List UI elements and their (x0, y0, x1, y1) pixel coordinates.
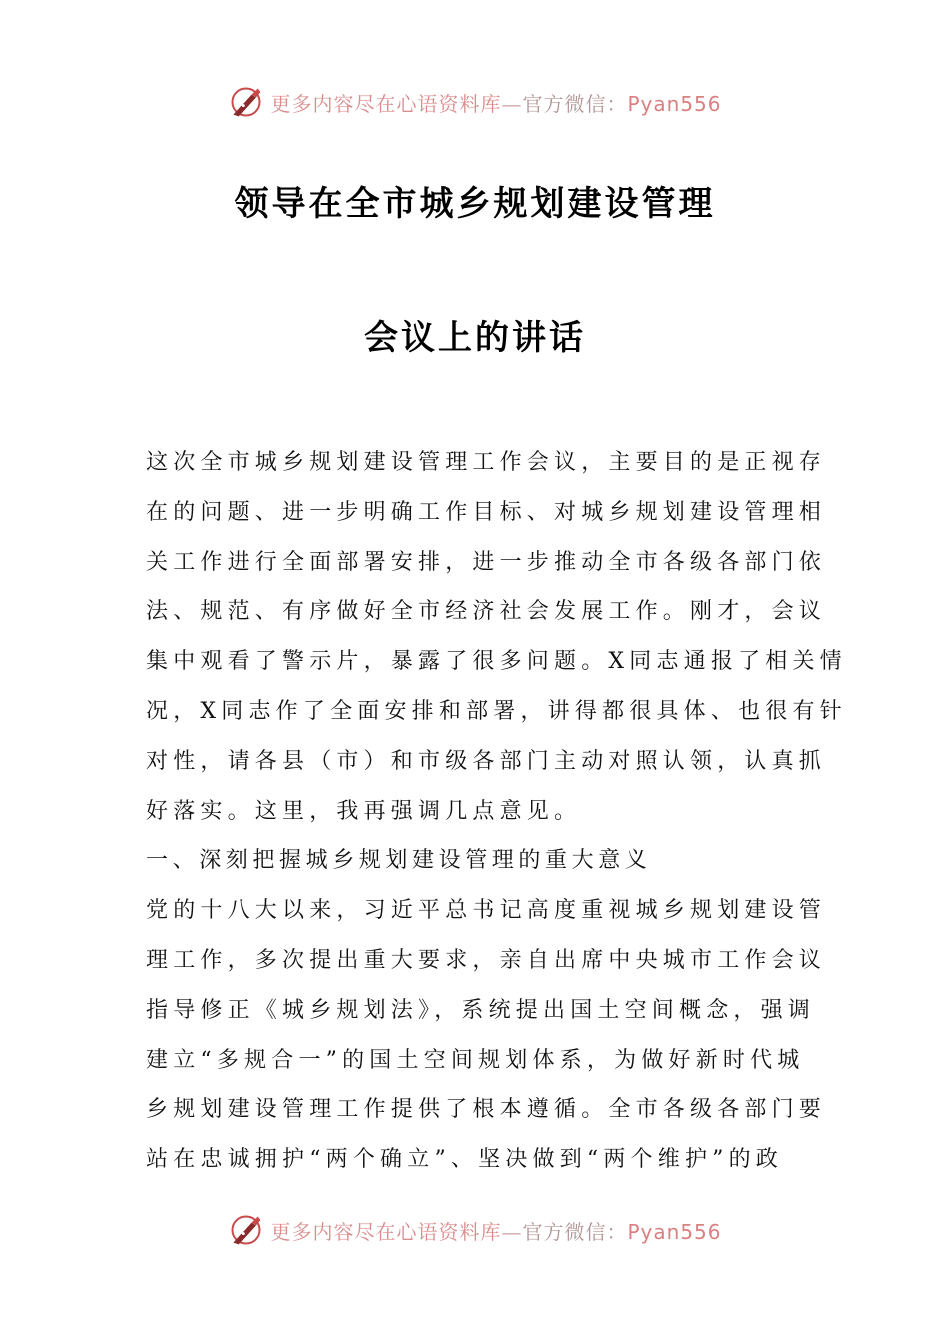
body-line: 况，X同志作了全面安排和部署，讲得都很具体、也很有针 (146, 698, 847, 724)
body-line: 党的十八大以来，习近平总书记高度重视城乡规划建设管 (146, 898, 827, 924)
watermark-separator: — (501, 91, 523, 116)
watermark-main-text: 更多内容尽在心语资料库 (270, 1219, 502, 1244)
document-title-line-2: 会议上的讲话 (364, 318, 586, 358)
body-line: 对性，请各县（市）和市级各部门主动对照认领，认真抓 (146, 748, 827, 774)
watermark-wechat-label: 官方微信： (522, 1219, 628, 1244)
watermark-wechat-id: Pyan556 (627, 1219, 722, 1244)
watermark-text (270, 88, 721, 117)
section-heading: 一、深刻把握城乡规划建设管理的重大意义 (146, 848, 652, 874)
watermark-text (270, 1216, 721, 1245)
watermark-wechat-id: Pyan556 (627, 91, 722, 116)
watermark-separator: — (501, 1219, 523, 1244)
body-line: 这次全市城乡规划建设管理工作会议，主要目的是正视存 (146, 450, 827, 475)
watermark-wechat-label: 官方微信： (522, 91, 628, 116)
body-line: 建立“多规合一”的国土空间规划体系，为做好新时代城 (146, 1047, 805, 1073)
body-line: 乡规划建设管理工作提供了根本遵循。全市各级各部门要 (146, 1097, 827, 1123)
body-line: 站在忠诚拥护“两个确立”、坚决做到“两个维护”的政 (146, 1147, 783, 1173)
body-line: 理工作，多次提出重大要求，亲自出席中央城市工作会议 (146, 947, 827, 973)
body-line: 指导修正《城乡规划法》，系统提出国土空间概念，强调 (146, 997, 816, 1023)
watermark-banner-bottom (0, 1208, 950, 1252)
pen-nib-logo-icon (228, 84, 264, 120)
watermark-banner-top (0, 80, 950, 124)
body-line: 好落实。这里，我再强调几点意见。 (146, 798, 582, 824)
body-line: 法、规范、有序做好全市经济社会发展工作。刚才，会议 (146, 599, 827, 625)
body-line: 在的问题、进一步明确工作目标、对城乡规划建设管理相 (146, 499, 827, 525)
document-body (146, 438, 847, 1185)
body-line: 集中观看了警示片，暴露了很多问题。X同志通报了相关情 (146, 649, 847, 675)
watermark-content (228, 84, 721, 120)
watermark-content (228, 1212, 721, 1248)
body-line: 关工作进行全面部署安排，进一步推动全市各级各部门依 (146, 549, 827, 575)
pen-nib-logo-icon (228, 1212, 264, 1248)
document-title-line-1: 领导在全市城乡规划建设管理 (234, 184, 716, 224)
watermark-main-text: 更多内容尽在心语资料库 (270, 91, 502, 116)
